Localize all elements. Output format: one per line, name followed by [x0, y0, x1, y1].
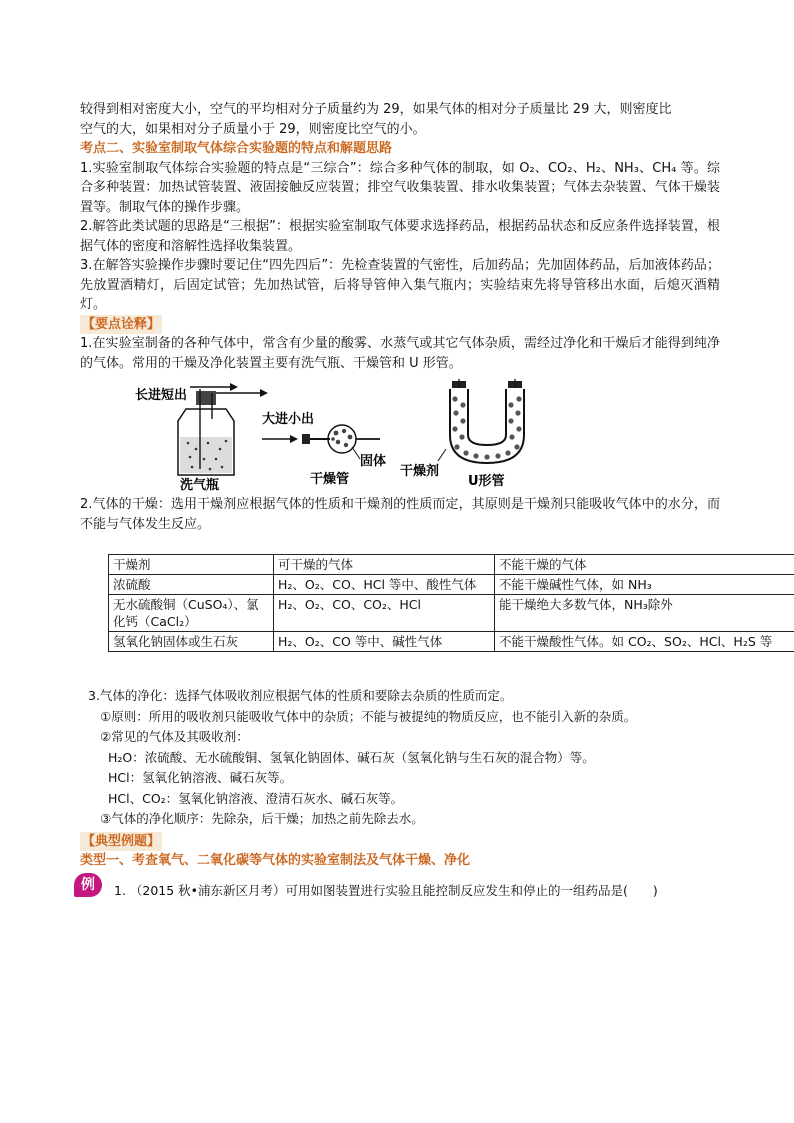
purify-section [80, 686, 720, 901]
question-1-text: 1. （2015 秋•浦东新区月考）可用如图装置进行实验且能控制反应发生和停止的一组药品是( ) [114, 882, 658, 898]
u-tube-illustration [400, 379, 524, 489]
example-question-1 [80, 875, 720, 901]
page-content [80, 100, 720, 534]
section2-paragraph-2: 2.解答此类试题的思路是“三根据”：根据实验室制取气体要求选择药品，根据药品状态和反应条件选择装置，根据气体的密度和溶解性选择收集装置。 [80, 219, 720, 254]
purify-common-title: ②常见的气体及其吸收剂： [100, 729, 249, 744]
examples-tag: 【典型例题】 [80, 832, 162, 852]
table-cell: 氢氧化钠固体或生石灰 [109, 632, 274, 652]
keypoints-paragraph-1: 1.在实验室制备的各种气体中，常含有少量的酸雾、水蒸气或其它气体杂质，需经过净化和干燥后才能得到纯净的气体。常用的干燥及净化装置主要有洗气瓶、干燥管和 U 形管。 [80, 336, 720, 371]
table-cell: 能干燥绝大多数气体，NH₃除外 [495, 595, 794, 632]
intro-line-1: 较得到相对密度大小，空气的平均相对分子质量约为 29，如果气体的相对分子质量比 29 大，则密度比 [80, 102, 672, 117]
example-type-1-heading: 类型一、考查氧气、二氧化碳等气体的实验室制法及气体干燥、净化 [80, 853, 471, 868]
drying-agent-table [108, 554, 794, 652]
purify-principle: ①原则：所用的吸收剂只能吸收气体中的杂质；不能与被提纯的物质反应，也不能引入新的杂质。 [100, 708, 637, 724]
section2-paragraph-1: 1.实验室制取气体综合实验题的特点是“三综合”：综合多种气体的制取，如 O₂、CO₂、H₂、NH₃、CH₄ 等。综合多种装置：加热试管装置、液固接触反应装置；排空气收集装置、排水收集装置；气体去杂装置、气体干燥装置等。制取气体的操作步骤。 [80, 160, 720, 215]
label-u-tube: U形管 [468, 474, 505, 489]
table-header-cell: 干燥剂 [109, 555, 274, 575]
table-row [109, 632, 794, 652]
purify-title: 3.气体的净化：选择气体吸收剂应根据气体的性质和要除去杂质的性质而定。 [88, 688, 513, 703]
label-big-in-small-out: 大进小出 [262, 412, 315, 427]
table-cell: H₂、O₂、CO 等中、碱性气体 [274, 632, 495, 652]
label-solid: 固体 [360, 454, 387, 469]
purify-hcl-co2: HCl、CO₂：氢氧化钠溶液、澄清石灰水、碱石灰等。 [108, 790, 404, 806]
section-heading-2: 考点二、实验室制取气体综合实验题的特点和解题思路 [80, 141, 393, 156]
table-cell: 无水硫酸铜（CuSO₄）、氯化钙（CaCl₂） [109, 595, 274, 632]
drying-table-wrapper [80, 554, 794, 652]
table-cell: 不能干燥碱性气体，如 NH₃ [495, 575, 794, 595]
label-desiccant: 干燥剂 [400, 464, 440, 479]
wash-bottle-illustration [135, 383, 268, 491]
table-cell: H₂、O₂、CO、CO₂、HCl [274, 595, 495, 632]
table-header-cell: 不能干燥的气体 [495, 555, 794, 575]
table-cell: 浓硫酸 [109, 575, 274, 595]
table-header-row [109, 555, 794, 575]
purify-h2o: H₂O：浓硫酸、无水硫酸铜、氢氧化钠固体、碱石灰（氢氧化钠与生石灰的混合物）等。 [108, 749, 595, 765]
label-wash-bottle: 洗气瓶 [180, 478, 220, 491]
label-long-in-short-out: 长进短出 [135, 388, 188, 403]
intro-line-2: 空气的大，如果相对分子质量小于 29，则密度比空气的小。 [80, 121, 426, 137]
drying-paragraph: 2.气体的干燥：选用干燥剂应根据气体的性质和干燥剂的性质而定，其原则是干燥剂只能吸收气体中的水分，而不能与气体发生反应。 [80, 497, 720, 532]
apparatus-figure [80, 379, 720, 491]
keypoints-tag: 【要点诠释】 [80, 315, 162, 335]
table-row [109, 595, 794, 632]
table-cell: 不能干燥酸性气体。如 CO₂、SO₂、HCl、H₂S 等 [495, 632, 794, 652]
table-header-cell: 可干燥的气体 [274, 555, 495, 575]
section2-paragraph-3: 3.在解答实验操作步骤时要记住“四先四后”：先检查装置的气密性，后加药品；先加固体药品，后加液体药品；先放置酒精灯，后固定试管；先加热试管，后将导管伸入集气瓶内；实验结束先将导管移出水面，后熄灭酒精灯。 [80, 258, 720, 312]
purify-hcl: HCl：氢氧化钠溶液、碱石灰等。 [108, 770, 293, 785]
drying-tube-illustration [262, 411, 386, 487]
table-row [109, 575, 794, 595]
label-drying-tube: 干燥管 [310, 472, 350, 487]
purify-order: ③气体的净化顺序：先除杂，后干燥；加热之前先除去水。 [100, 811, 424, 826]
table-cell: H₂、O₂、CO、HCl 等中、酸性气体 [274, 575, 495, 595]
apparatus-diagram [130, 379, 600, 491]
example-badge: 例 [74, 873, 102, 897]
